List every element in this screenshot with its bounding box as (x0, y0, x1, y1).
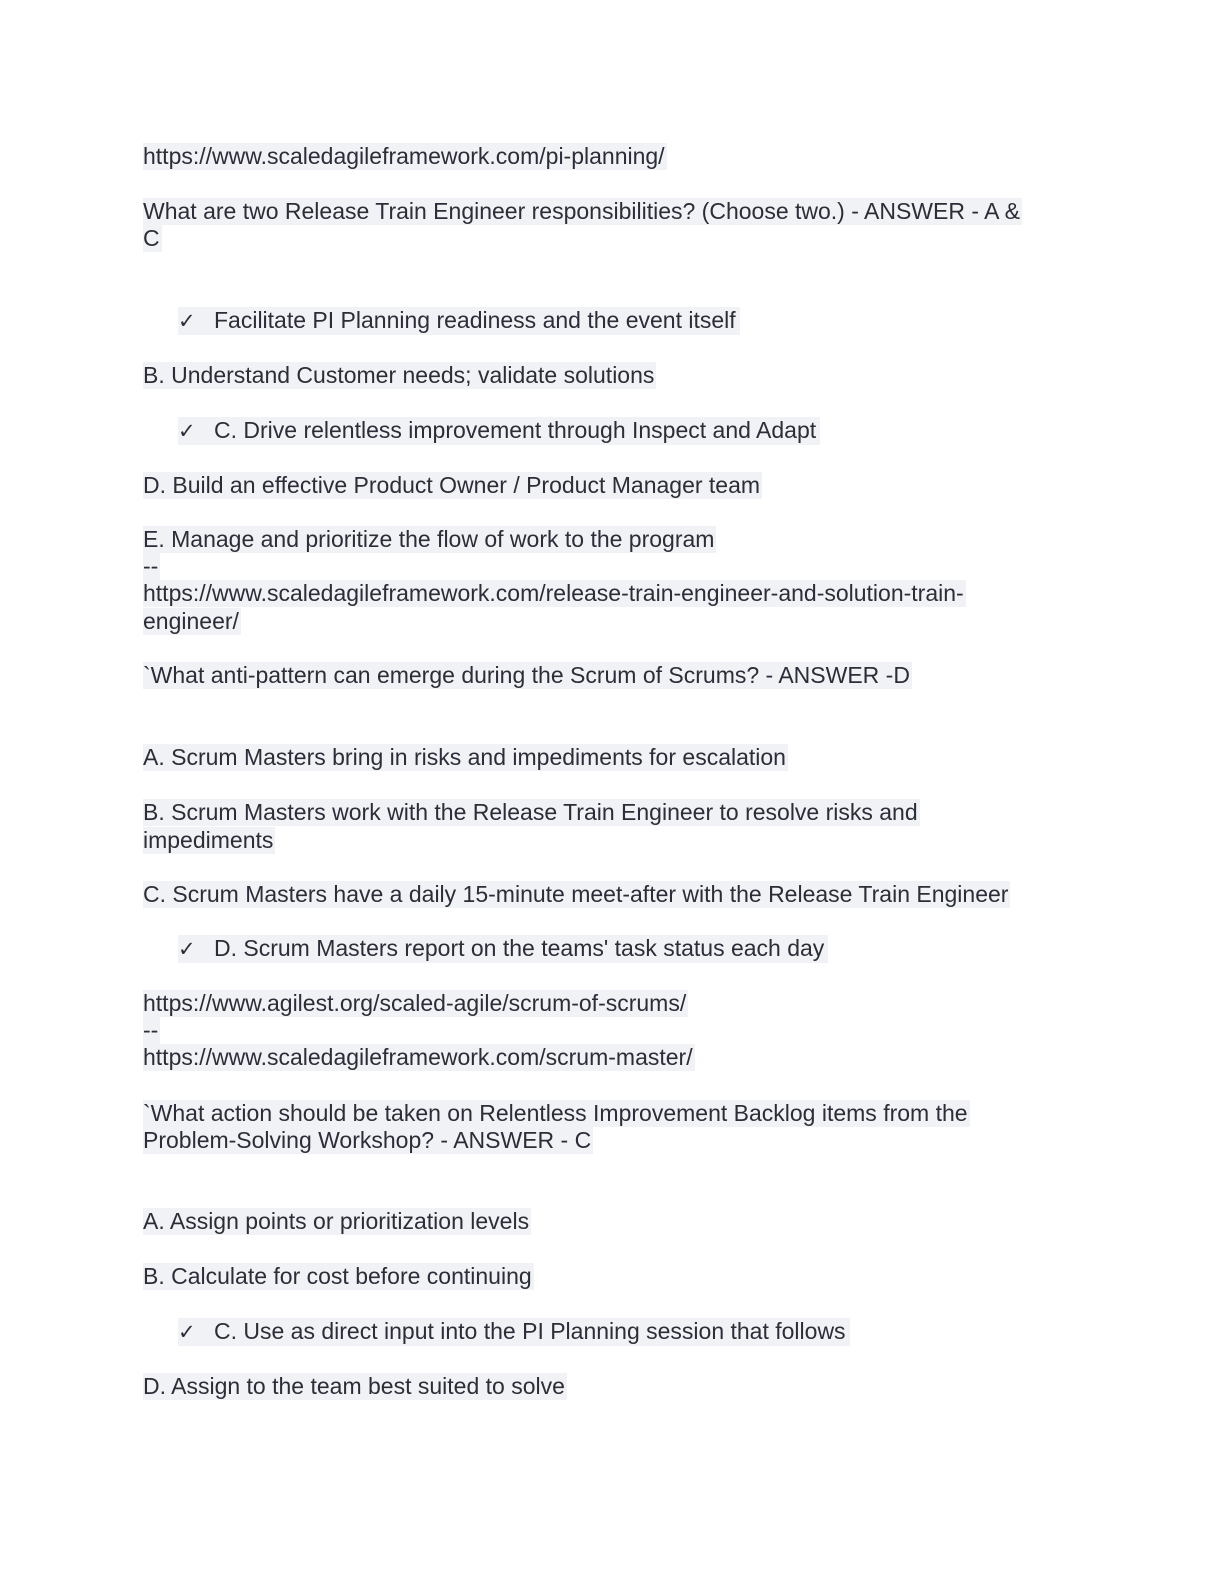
reference-url: https://www.scaledagileframework.com/release-train-engineer-and-solution-train- (143, 580, 964, 606)
question-1-option-e: E. Manage and prioritize the flow of work to the program (143, 526, 715, 552)
question-1-option-d: D. Build an effective Product Owner / Product Manager team (143, 472, 761, 498)
reference-url-continued: engineer/ (143, 608, 239, 634)
separator: -- (143, 553, 159, 579)
question-3-text-continued: Problem-Solving Workshop? - ANSWER - C (143, 1127, 592, 1153)
question-3-option-d: D. Assign to the team best suited to solve (143, 1373, 565, 1399)
check-mark-icon: ✓ (178, 937, 196, 961)
question-1-option-b: B. Understand Customer needs; validate solutions (143, 362, 655, 388)
reference-url: https://www.agilest.org/scaled-agile/scrum-of-scrums/ (143, 990, 687, 1016)
check-mark-icon: ✓ (178, 419, 196, 443)
question-1-option-c-correct: ✓ C. Drive relentless improvement through Inspect and Adapt (178, 417, 820, 445)
question-1-text: What are two Release Train Engineer responsibilities? (Choose two.) - ANSWER - A & (143, 198, 1020, 224)
question-1-option-a-correct: ✓ Facilitate PI Planning readiness and the event itself (178, 307, 740, 335)
check-mark-icon: ✓ (178, 1320, 196, 1344)
reference-url: https://www.scaledagileframework.com/pi-planning/ (143, 143, 665, 169)
question-1-text-continued: C (143, 225, 160, 251)
question-2-option-c: C. Scrum Masters have a daily 15-minute meet-after with the Release Train Engineer (143, 881, 1009, 907)
question-2-text: `What anti-pattern can emerge during the Scrum of Scrums? - ANSWER -D (143, 662, 910, 688)
check-mark-icon: ✓ (178, 309, 196, 333)
separator: -- (143, 1017, 159, 1043)
question-2-option-d-correct: ✓ D. Scrum Masters report on the teams' task status each day (178, 935, 828, 963)
question-2-option-b: B. Scrum Masters work with the Release Train Engineer to resolve risks and (143, 799, 918, 825)
question-3-option-a: A. Assign points or prioritization levels (143, 1208, 530, 1234)
question-3-option-b: B. Calculate for cost before continuing (143, 1263, 532, 1289)
question-3-text: `What action should be taken on Relentless Improvement Backlog items from the (143, 1100, 968, 1126)
reference-url: https://www.scaledagileframework.com/scrum-master/ (143, 1044, 693, 1070)
question-3-option-c-correct: ✓ C. Use as direct input into the PI Planning session that follows (178, 1318, 850, 1346)
question-2-option-a: A. Scrum Masters bring in risks and impediments for escalation (143, 744, 786, 770)
question-2-option-b-continued: impediments (143, 827, 274, 853)
